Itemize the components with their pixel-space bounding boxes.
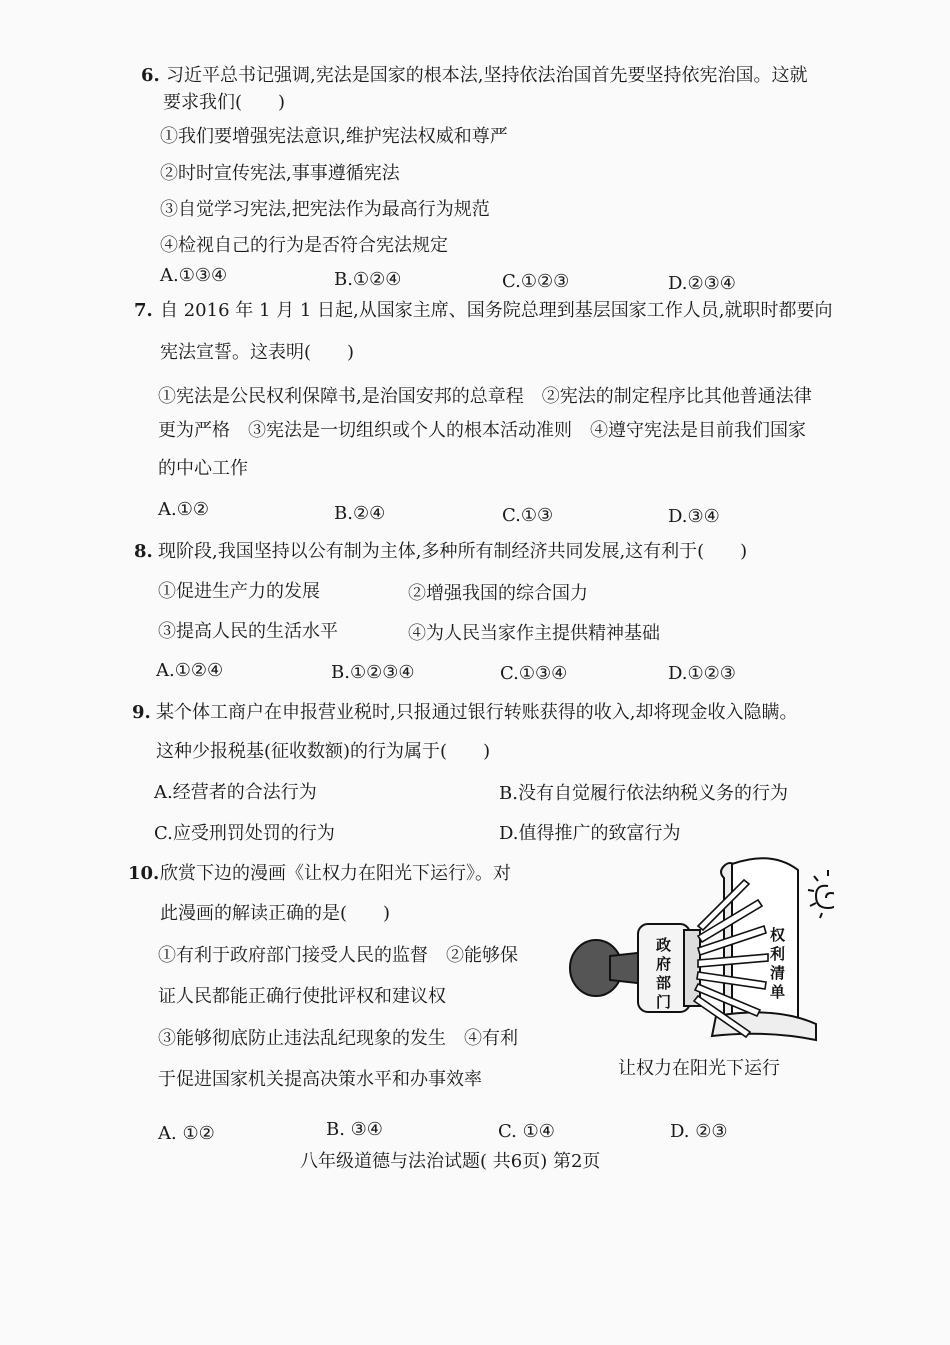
q6-option-3: ③自觉学习宪法,把宪法作为最高行为规范 [160, 199, 490, 220]
svg-text:门: 门 [656, 993, 672, 1011]
q10-number: 10. [128, 863, 160, 884]
cartoon-drawing [566, 856, 834, 1054]
sun-icon [808, 870, 834, 918]
cartoon-illustration [566, 856, 834, 1054]
cartoon-caption: 让权力在阳光下运行 [618, 1058, 780, 1079]
q8-choice-d: D.①②③ [668, 663, 736, 684]
q6-choice-c: C.①②③ [502, 271, 570, 292]
q7-option-line1: ①宪法是公民权利保障书,是治国安邦的总章程 ②宪法的制定程序比其他普通法律 [158, 386, 812, 407]
svg-text:政: 政 [656, 936, 672, 954]
q9-choice-a: A.经营者的合法行为 [154, 782, 317, 803]
q8-choice-a: A.①②④ [156, 660, 224, 681]
q10-choice-b: B. ③④ [326, 1119, 383, 1140]
q6-stem-line1: 习近平总书记强调,宪法是国家的根本法,坚持依法治国首先要坚持依宪治国。这就 [166, 65, 808, 86]
q8-choice-b: B.①②③④ [331, 662, 415, 683]
q9-number: 9. [132, 702, 151, 723]
svg-text:清: 清 [770, 964, 786, 982]
q7-choice-c: C.①③ [502, 505, 554, 526]
q6-choice-a: A.①③④ [160, 265, 228, 286]
q6-option-2: ②时时宣传宪法,事事遵循宪法 [160, 163, 400, 184]
svg-text:府: 府 [656, 955, 672, 973]
q10-choice-d: D. ②③ [670, 1121, 728, 1142]
q8-option-4: ④为人民当家作主提供精神基础 [408, 623, 660, 644]
stamp-icon [570, 924, 700, 1012]
svg-text:利: 利 [770, 945, 786, 963]
q10-option-line2: 证人民都能正确行使批评权和建议权 [158, 986, 446, 1007]
scroll-label-vertical [769, 926, 786, 1001]
q7-stem-line2: 宪法宣誓。这表明( ) [160, 342, 355, 363]
q6-stem-line2: 要求我们( ) [163, 92, 286, 113]
q7-choice-b: B.②④ [334, 503, 386, 524]
q7-option-line2: 更为严格 ③宪法是一切组织或个人的根本活动准则 ④遵守宪法是目前我们国家 [158, 420, 806, 441]
q9-stem-line1: 某个体工商户在申报营业税时,只报通过银行转账获得的收入,却将现金收入隐瞒。 [156, 702, 798, 723]
q9-stem-line2: 这种少报税基(征收数额)的行为属于( ) [156, 741, 491, 762]
svg-text:权: 权 [770, 926, 786, 944]
q8-option-3: ③提高人民的生活水平 [158, 621, 338, 642]
q10-option-line4: 于促进国家机关提高决策水平和办事效率 [158, 1069, 482, 1090]
q6-choice-b: B.①②④ [334, 269, 402, 290]
q6-choice-d: D.②③④ [668, 273, 736, 294]
q9-choice-c: C.应受刑罚处罚的行为 [154, 823, 335, 844]
q7-choice-d: D.③④ [668, 506, 720, 527]
q10-choice-a: A. ①② [158, 1123, 215, 1144]
q7-option-line3: 的中心工作 [158, 458, 248, 479]
svg-text:部: 部 [656, 974, 672, 992]
q9-choice-b: B.没有自觉履行依法纳税义务的行为 [499, 783, 788, 804]
q10-stem-line1: 欣赏下边的漫画《让权力在阳光下运行》。对 [160, 863, 511, 884]
q8-choice-c: C.①③④ [500, 663, 568, 684]
q7-stem-line1: 自 2016 年 1 月 1 日起,从国家主席、国务院总理到基层国家工作人员,就职时都要向 [160, 300, 833, 321]
q10-stem-line2: 此漫画的解读正确的是( ) [160, 903, 391, 924]
stamp-label-vertical [656, 936, 671, 1011]
q6-option-1: ①我们要增强宪法意识,维护宪法权威和尊严 [160, 126, 508, 147]
q6-number: 6. [141, 65, 160, 86]
q8-option-1: ①促进生产力的发展 [158, 581, 320, 602]
q8-number: 8. [134, 541, 153, 562]
q7-choice-a: A.①② [158, 499, 209, 520]
page-footer: 八年级道德与法治试题( 共6页) 第2页 [300, 1151, 601, 1172]
q6-option-4: ④检视自己的行为是否符合宪法规定 [160, 235, 448, 256]
q8-stem: 现阶段,我国坚持以公有制为主体,多种所有制经济共同发展,这有利于( ) [158, 541, 748, 562]
q9-choice-d: D.值得推广的致富行为 [499, 823, 681, 844]
svg-text:单: 单 [770, 983, 786, 1001]
scroll-icon [712, 858, 816, 1040]
q10-option-line1: ①有利于政府部门接受人民的监督 ②能够保 [158, 945, 518, 966]
q8-option-2: ②增强我国的综合国力 [408, 583, 588, 604]
q10-choice-c: C. ①④ [498, 1121, 555, 1142]
q7-number: 7. [134, 300, 153, 321]
q10-option-line3: ③能够彻底防止违法乱纪现象的发生 ④有利 [158, 1028, 518, 1049]
